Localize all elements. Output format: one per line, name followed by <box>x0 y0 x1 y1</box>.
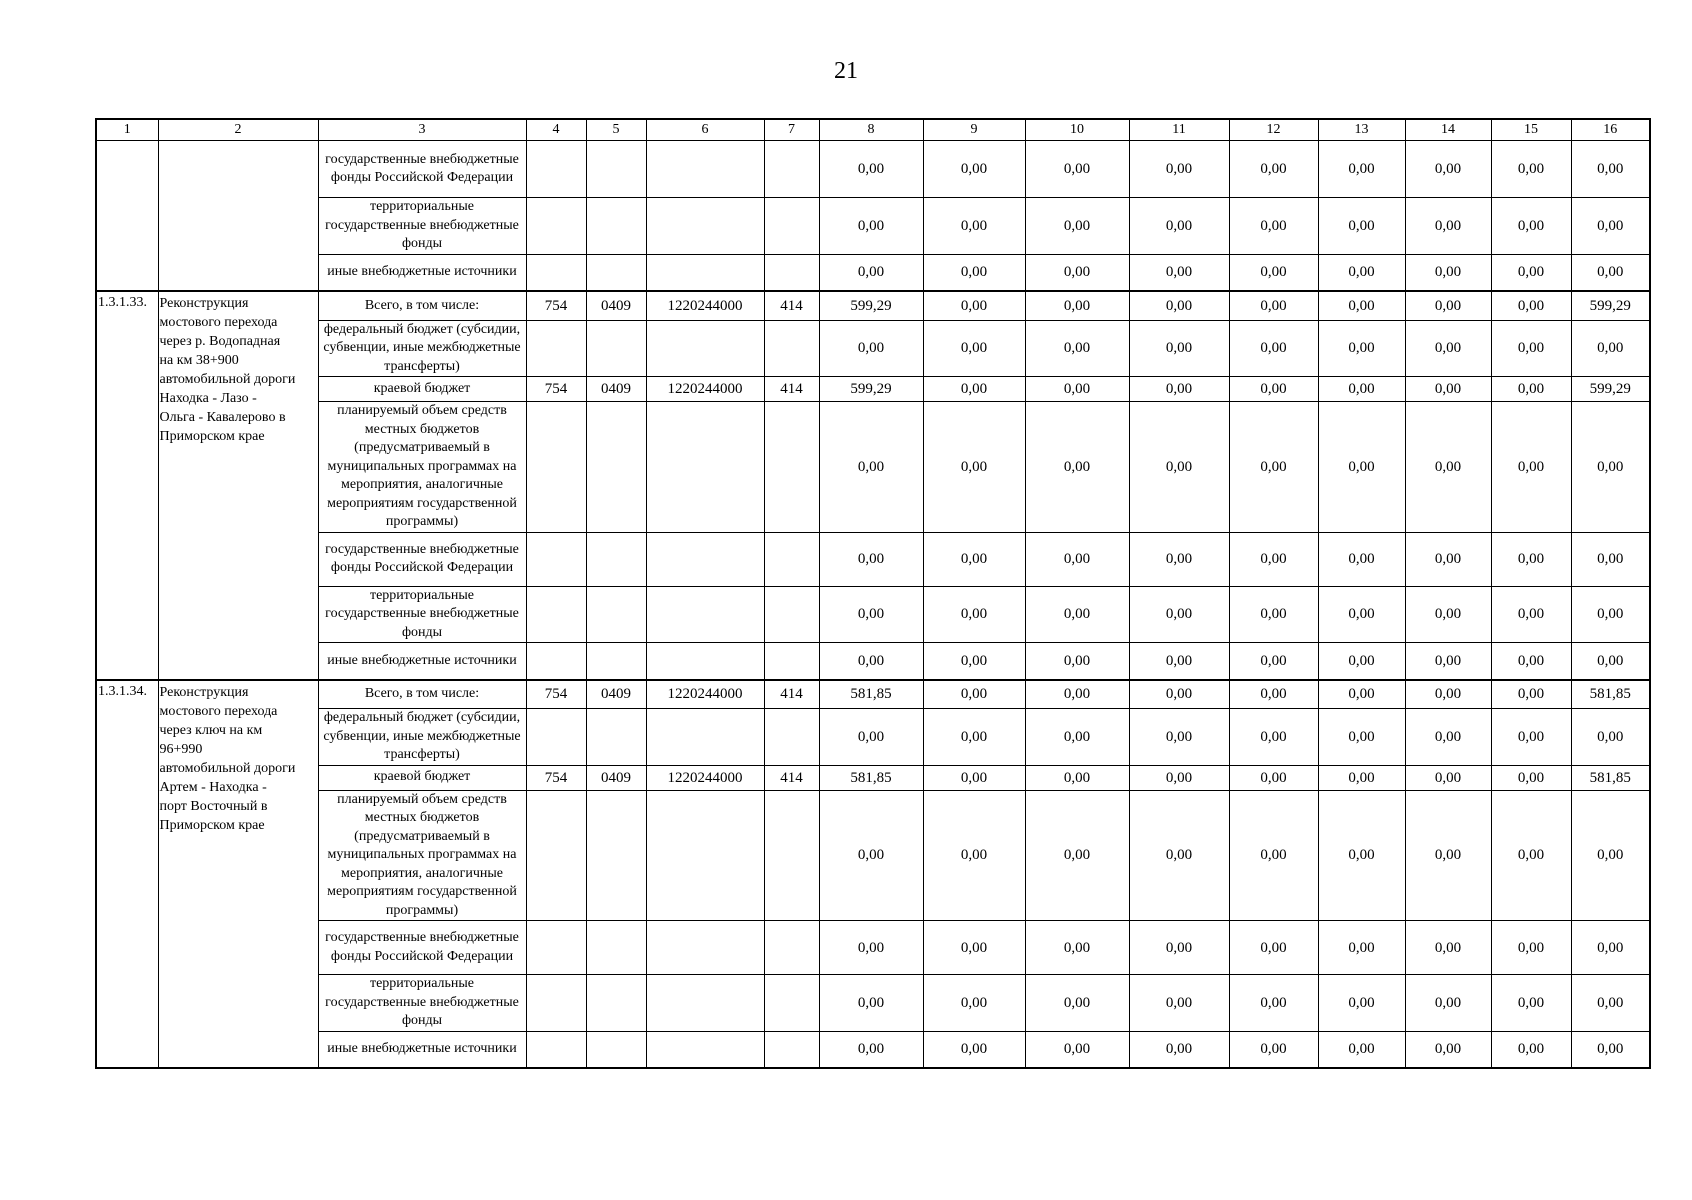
amount-cell: 0,00 <box>1129 402 1229 533</box>
table-row <box>96 291 1650 320</box>
amount-cell: 0,00 <box>1405 586 1491 643</box>
funding-source-cell: государственные внебюджетные фонды Российской Федерации <box>318 141 526 198</box>
budget-table <box>95 118 1651 1069</box>
amount-cell: 0,00 <box>1025 680 1129 709</box>
section-code-cell <box>586 586 646 643</box>
amount-cell: 0,00 <box>1491 141 1571 198</box>
amount-cell: 0,00 <box>1318 586 1405 643</box>
amount-cell: 0,00 <box>1025 586 1129 643</box>
amount-cell: 0,00 <box>819 643 923 680</box>
grbs-code-cell <box>526 1031 586 1068</box>
amount-cell: 0,00 <box>1491 586 1571 643</box>
amount-cell: 0,00 <box>1229 586 1318 643</box>
amount-cell: 0,00 <box>1405 975 1491 1032</box>
amount-cell: 0,00 <box>1318 402 1405 533</box>
amount-cell: 0,00 <box>1405 709 1491 766</box>
funding-source-cell: планируемый объем средств местных бюджетов (предусматриваемый в муниципальных программах на мероприятия, аналогичные мероприятиям государственной программы) <box>318 402 526 533</box>
amount-cell: 599,29 <box>1571 291 1650 320</box>
amount-cell: 599,29 <box>819 377 923 402</box>
funding-source-cell: планируемый объем средств местных бюджетов (предусматриваемый в муниципальных программах на мероприятия, аналогичные мероприятиям государственной программы) <box>318 790 526 921</box>
column-number-header: 14 <box>1405 119 1491 141</box>
amount-cell: 0,00 <box>1025 141 1129 198</box>
expense-type-cell <box>764 532 819 586</box>
grbs-code-cell: 754 <box>526 680 586 709</box>
amount-cell: 0,00 <box>819 532 923 586</box>
item-name-cell: Реконструкция мостового перехода через ключ на км 96+990 автомобильной дороги Артем - Находка - порт Восточный в Приморском крае <box>158 680 318 1069</box>
funding-source-cell: федеральный бюджет (субсидии, субвенции, иные межбюджетные трансферты) <box>318 709 526 766</box>
section-code-cell: 0409 <box>586 680 646 709</box>
expense-type-cell <box>764 1031 819 1068</box>
amount-cell: 0,00 <box>1025 532 1129 586</box>
amount-cell: 0,00 <box>1025 291 1129 320</box>
column-number-header: 13 <box>1318 119 1405 141</box>
amount-cell: 0,00 <box>1491 532 1571 586</box>
amount-cell: 0,00 <box>819 320 923 377</box>
amount-cell: 0,00 <box>923 765 1025 790</box>
amount-cell: 0,00 <box>819 975 923 1032</box>
amount-cell: 0,00 <box>1129 921 1229 975</box>
section-code-cell: 0409 <box>586 291 646 320</box>
section-code-cell <box>586 198 646 255</box>
amount-cell: 0,00 <box>1129 141 1229 198</box>
amount-cell: 0,00 <box>1491 643 1571 680</box>
column-number-header: 2 <box>158 119 318 141</box>
amount-cell: 0,00 <box>1229 141 1318 198</box>
amount-cell: 0,00 <box>1571 790 1650 921</box>
amount-cell: 0,00 <box>1491 1031 1571 1068</box>
table-row <box>96 680 1650 709</box>
section-code-cell <box>586 975 646 1032</box>
column-number-header: 3 <box>318 119 526 141</box>
amount-cell: 0,00 <box>1129 377 1229 402</box>
amount-cell: 0,00 <box>923 377 1025 402</box>
amount-cell: 0,00 <box>1405 680 1491 709</box>
grbs-code-cell: 754 <box>526 377 586 402</box>
section-code-cell <box>586 402 646 533</box>
amount-cell: 0,00 <box>1318 377 1405 402</box>
amount-cell: 0,00 <box>1491 402 1571 533</box>
amount-cell: 0,00 <box>1571 643 1650 680</box>
column-number-header: 6 <box>646 119 764 141</box>
expense-type-cell <box>764 975 819 1032</box>
amount-cell: 581,85 <box>1571 765 1650 790</box>
amount-cell: 0,00 <box>1025 975 1129 1032</box>
amount-cell: 0,00 <box>1229 402 1318 533</box>
amount-cell: 0,00 <box>1571 198 1650 255</box>
amount-cell: 0,00 <box>1491 680 1571 709</box>
amount-cell: 0,00 <box>819 141 923 198</box>
column-number-header: 9 <box>923 119 1025 141</box>
funding-source-cell: территориальные государственные внебюджетные фонды <box>318 586 526 643</box>
column-number-header: 16 <box>1571 119 1650 141</box>
expense-type-cell <box>764 643 819 680</box>
amount-cell: 0,00 <box>819 790 923 921</box>
amount-cell: 0,00 <box>819 709 923 766</box>
amount-cell: 0,00 <box>1318 680 1405 709</box>
amount-cell: 0,00 <box>923 532 1025 586</box>
table-row <box>96 402 1650 533</box>
amount-cell: 0,00 <box>1229 1031 1318 1068</box>
amount-cell: 0,00 <box>1229 643 1318 680</box>
funding-source-cell: государственные внебюджетные фонды Российской Федерации <box>318 532 526 586</box>
amount-cell: 0,00 <box>1318 198 1405 255</box>
expense-type-cell: 414 <box>764 765 819 790</box>
amount-cell: 0,00 <box>1129 198 1229 255</box>
amount-cell: 0,00 <box>923 320 1025 377</box>
amount-cell: 0,00 <box>1491 254 1571 291</box>
section-code-cell <box>586 1031 646 1068</box>
amount-cell: 0,00 <box>1129 790 1229 921</box>
section-code-cell <box>586 709 646 766</box>
target-article-cell <box>646 790 764 921</box>
funding-source-cell: территориальные государственные внебюджетные фонды <box>318 198 526 255</box>
amount-cell: 581,85 <box>819 680 923 709</box>
amount-cell: 0,00 <box>1405 377 1491 402</box>
amount-cell: 0,00 <box>1025 1031 1129 1068</box>
amount-cell: 0,00 <box>1229 975 1318 1032</box>
funding-source-cell: федеральный бюджет (субсидии, субвенции, иные межбюджетные трансферты) <box>318 320 526 377</box>
target-article-cell <box>646 254 764 291</box>
table-row <box>96 320 1650 377</box>
expense-type-cell: 414 <box>764 291 819 320</box>
amount-cell: 0,00 <box>1129 765 1229 790</box>
grbs-code-cell <box>526 198 586 255</box>
amount-cell: 0,00 <box>1571 586 1650 643</box>
amount-cell: 599,29 <box>819 291 923 320</box>
amount-cell: 0,00 <box>923 291 1025 320</box>
section-code-cell <box>586 141 646 198</box>
grbs-code-cell: 754 <box>526 765 586 790</box>
amount-cell: 0,00 <box>923 198 1025 255</box>
item-name-cell <box>158 141 318 292</box>
amount-cell: 0,00 <box>1229 198 1318 255</box>
target-article-cell <box>646 141 764 198</box>
amount-cell: 0,00 <box>1405 141 1491 198</box>
column-number-header: 4 <box>526 119 586 141</box>
amount-cell: 0,00 <box>1318 643 1405 680</box>
table-row <box>96 709 1650 766</box>
amount-cell: 0,00 <box>1405 254 1491 291</box>
amount-cell: 581,85 <box>1571 680 1650 709</box>
funding-source-cell: государственные внебюджетные фонды Российской Федерации <box>318 921 526 975</box>
amount-cell: 0,00 <box>1405 291 1491 320</box>
amount-cell: 0,00 <box>1571 402 1650 533</box>
amount-cell: 0,00 <box>923 921 1025 975</box>
amount-cell: 0,00 <box>1129 320 1229 377</box>
table-row <box>96 254 1650 291</box>
amount-cell: 0,00 <box>1491 709 1571 766</box>
amount-cell: 0,00 <box>1129 709 1229 766</box>
funding-source-cell: иные внебюджетные источники <box>318 254 526 291</box>
amount-cell: 0,00 <box>1129 1031 1229 1068</box>
amount-cell: 0,00 <box>1229 790 1318 921</box>
amount-cell: 0,00 <box>1405 1031 1491 1068</box>
amount-cell: 0,00 <box>1129 680 1229 709</box>
amount-cell: 0,00 <box>1025 198 1129 255</box>
funding-source-cell: территориальные государственные внебюджетные фонды <box>318 975 526 1032</box>
target-article-cell <box>646 975 764 1032</box>
amount-cell: 0,00 <box>1318 1031 1405 1068</box>
amount-cell: 0,00 <box>923 586 1025 643</box>
target-article-cell <box>646 643 764 680</box>
funding-source-cell: Всего, в том числе: <box>318 680 526 709</box>
amount-cell: 0,00 <box>1318 709 1405 766</box>
amount-cell: 0,00 <box>1129 291 1229 320</box>
amount-cell: 0,00 <box>923 1031 1025 1068</box>
table-row <box>96 765 1650 790</box>
grbs-code-cell <box>526 643 586 680</box>
section-code-cell <box>586 320 646 377</box>
amount-cell: 0,00 <box>1318 254 1405 291</box>
amount-cell: 0,00 <box>1229 765 1318 790</box>
amount-cell: 0,00 <box>1318 320 1405 377</box>
expense-type-cell <box>764 320 819 377</box>
amount-cell: 0,00 <box>1491 198 1571 255</box>
amount-cell: 0,00 <box>1025 790 1129 921</box>
amount-cell: 0,00 <box>1405 790 1491 921</box>
amount-cell: 0,00 <box>819 586 923 643</box>
amount-cell: 0,00 <box>1229 291 1318 320</box>
amount-cell: 0,00 <box>1229 680 1318 709</box>
amount-cell: 0,00 <box>1571 320 1650 377</box>
item-code-cell: 1.3.1.34. <box>96 680 158 1069</box>
column-number-header: 10 <box>1025 119 1129 141</box>
expense-type-cell: 414 <box>764 680 819 709</box>
expense-type-cell <box>764 402 819 533</box>
amount-cell: 0,00 <box>819 1031 923 1068</box>
target-article-cell: 1220244000 <box>646 680 764 709</box>
amount-cell: 0,00 <box>1405 198 1491 255</box>
target-article-cell <box>646 709 764 766</box>
table-row <box>96 921 1650 975</box>
amount-cell: 0,00 <box>923 975 1025 1032</box>
amount-cell: 0,00 <box>1318 291 1405 320</box>
amount-cell: 0,00 <box>1025 643 1129 680</box>
amount-cell: 0,00 <box>1129 586 1229 643</box>
amount-cell: 0,00 <box>1571 141 1650 198</box>
expense-type-cell <box>764 198 819 255</box>
section-code-cell <box>586 921 646 975</box>
amount-cell: 0,00 <box>1025 402 1129 533</box>
expense-type-cell <box>764 709 819 766</box>
item-name-cell: Реконструкция мостового перехода через р. Водопадная на км 38+900 автомобильной дороги Находка - Лазо - Ольга - Кавалерово в Приморском крае <box>158 291 318 680</box>
grbs-code-cell <box>526 141 586 198</box>
item-code-cell <box>96 141 158 292</box>
column-number-header: 15 <box>1491 119 1571 141</box>
table-row <box>96 586 1650 643</box>
amount-cell: 0,00 <box>1025 709 1129 766</box>
grbs-code-cell <box>526 709 586 766</box>
amount-cell: 0,00 <box>1491 975 1571 1032</box>
grbs-code-cell <box>526 921 586 975</box>
target-article-cell <box>646 586 764 643</box>
section-code-cell: 0409 <box>586 377 646 402</box>
grbs-code-cell <box>526 532 586 586</box>
column-number-header: 11 <box>1129 119 1229 141</box>
funding-source-cell: иные внебюджетные источники <box>318 643 526 680</box>
amount-cell: 0,00 <box>1571 532 1650 586</box>
expense-type-cell <box>764 790 819 921</box>
table-row <box>96 1031 1650 1068</box>
column-number-header: 1 <box>96 119 158 141</box>
expense-type-cell <box>764 586 819 643</box>
amount-cell: 0,00 <box>1491 377 1571 402</box>
amount-cell: 0,00 <box>1405 921 1491 975</box>
grbs-code-cell: 754 <box>526 291 586 320</box>
amount-cell: 0,00 <box>819 198 923 255</box>
grbs-code-cell <box>526 320 586 377</box>
table-row <box>96 532 1650 586</box>
expense-type-cell <box>764 921 819 975</box>
amount-cell: 0,00 <box>1491 291 1571 320</box>
amount-cell: 0,00 <box>1491 765 1571 790</box>
funding-source-cell: Всего, в том числе: <box>318 291 526 320</box>
amount-cell: 0,00 <box>1129 532 1229 586</box>
amount-cell: 0,00 <box>1229 377 1318 402</box>
section-code-cell <box>586 790 646 921</box>
target-article-cell <box>646 921 764 975</box>
table-row <box>96 141 1650 198</box>
column-number-header: 12 <box>1229 119 1318 141</box>
grbs-code-cell <box>526 586 586 643</box>
table-row <box>96 975 1650 1032</box>
grbs-code-cell <box>526 790 586 921</box>
section-code-cell <box>586 643 646 680</box>
amount-cell: 0,00 <box>1571 709 1650 766</box>
amount-cell: 0,00 <box>1571 1031 1650 1068</box>
amount-cell: 0,00 <box>1318 790 1405 921</box>
amount-cell: 0,00 <box>1571 254 1650 291</box>
amount-cell: 0,00 <box>1229 532 1318 586</box>
amount-cell: 0,00 <box>923 402 1025 533</box>
amount-cell: 0,00 <box>819 402 923 533</box>
grbs-code-cell <box>526 254 586 291</box>
amount-cell: 0,00 <box>1229 254 1318 291</box>
amount-cell: 0,00 <box>1571 921 1650 975</box>
amount-cell: 0,00 <box>1405 402 1491 533</box>
amount-cell: 0,00 <box>923 709 1025 766</box>
page-number: 21 <box>834 58 858 84</box>
amount-cell: 0,00 <box>1025 320 1129 377</box>
amount-cell: 0,00 <box>1491 921 1571 975</box>
column-number-header: 5 <box>586 119 646 141</box>
amount-cell: 0,00 <box>1129 643 1229 680</box>
target-article-cell <box>646 198 764 255</box>
amount-cell: 0,00 <box>923 790 1025 921</box>
amount-cell: 0,00 <box>1025 921 1129 975</box>
amount-cell: 0,00 <box>1129 975 1229 1032</box>
section-code-cell: 0409 <box>586 765 646 790</box>
amount-cell: 0,00 <box>1025 254 1129 291</box>
amount-cell: 0,00 <box>819 254 923 291</box>
amount-cell: 0,00 <box>923 141 1025 198</box>
funding-source-cell: краевой бюджет <box>318 765 526 790</box>
amount-cell: 581,85 <box>819 765 923 790</box>
target-article-cell <box>646 1031 764 1068</box>
expense-type-cell <box>764 254 819 291</box>
table-row <box>96 643 1650 680</box>
grbs-code-cell <box>526 975 586 1032</box>
amount-cell: 599,29 <box>1571 377 1650 402</box>
table-row <box>96 198 1650 255</box>
amount-cell: 0,00 <box>1318 921 1405 975</box>
column-number-row <box>96 119 1650 141</box>
amount-cell: 0,00 <box>1571 975 1650 1032</box>
target-article-cell: 1220244000 <box>646 291 764 320</box>
amount-cell: 0,00 <box>923 680 1025 709</box>
amount-cell: 0,00 <box>1025 765 1129 790</box>
amount-cell: 0,00 <box>1229 320 1318 377</box>
amount-cell: 0,00 <box>1318 765 1405 790</box>
funding-source-cell: краевой бюджет <box>318 377 526 402</box>
target-article-cell <box>646 532 764 586</box>
amount-cell: 0,00 <box>1318 975 1405 1032</box>
amount-cell: 0,00 <box>1405 765 1491 790</box>
amount-cell: 0,00 <box>1129 254 1229 291</box>
expense-type-cell <box>764 141 819 198</box>
amount-cell: 0,00 <box>923 643 1025 680</box>
amount-cell: 0,00 <box>819 921 923 975</box>
amount-cell: 0,00 <box>1405 643 1491 680</box>
amount-cell: 0,00 <box>1229 709 1318 766</box>
grbs-code-cell <box>526 402 586 533</box>
section-code-cell <box>586 254 646 291</box>
section-code-cell <box>586 532 646 586</box>
expense-type-cell: 414 <box>764 377 819 402</box>
table-row <box>96 377 1650 402</box>
target-article-cell <box>646 402 764 533</box>
amount-cell: 0,00 <box>923 254 1025 291</box>
amount-cell: 0,00 <box>1025 377 1129 402</box>
item-code-cell: 1.3.1.33. <box>96 291 158 680</box>
target-article-cell: 1220244000 <box>646 765 764 790</box>
amount-cell: 0,00 <box>1491 320 1571 377</box>
column-number-header: 8 <box>819 119 923 141</box>
amount-cell: 0,00 <box>1229 921 1318 975</box>
amount-cell: 0,00 <box>1491 790 1571 921</box>
amount-cell: 0,00 <box>1405 532 1491 586</box>
target-article-cell <box>646 320 764 377</box>
funding-source-cell: иные внебюджетные источники <box>318 1031 526 1068</box>
column-number-header: 7 <box>764 119 819 141</box>
amount-cell: 0,00 <box>1318 532 1405 586</box>
target-article-cell: 1220244000 <box>646 377 764 402</box>
amount-cell: 0,00 <box>1405 320 1491 377</box>
table-row <box>96 790 1650 921</box>
amount-cell: 0,00 <box>1318 141 1405 198</box>
